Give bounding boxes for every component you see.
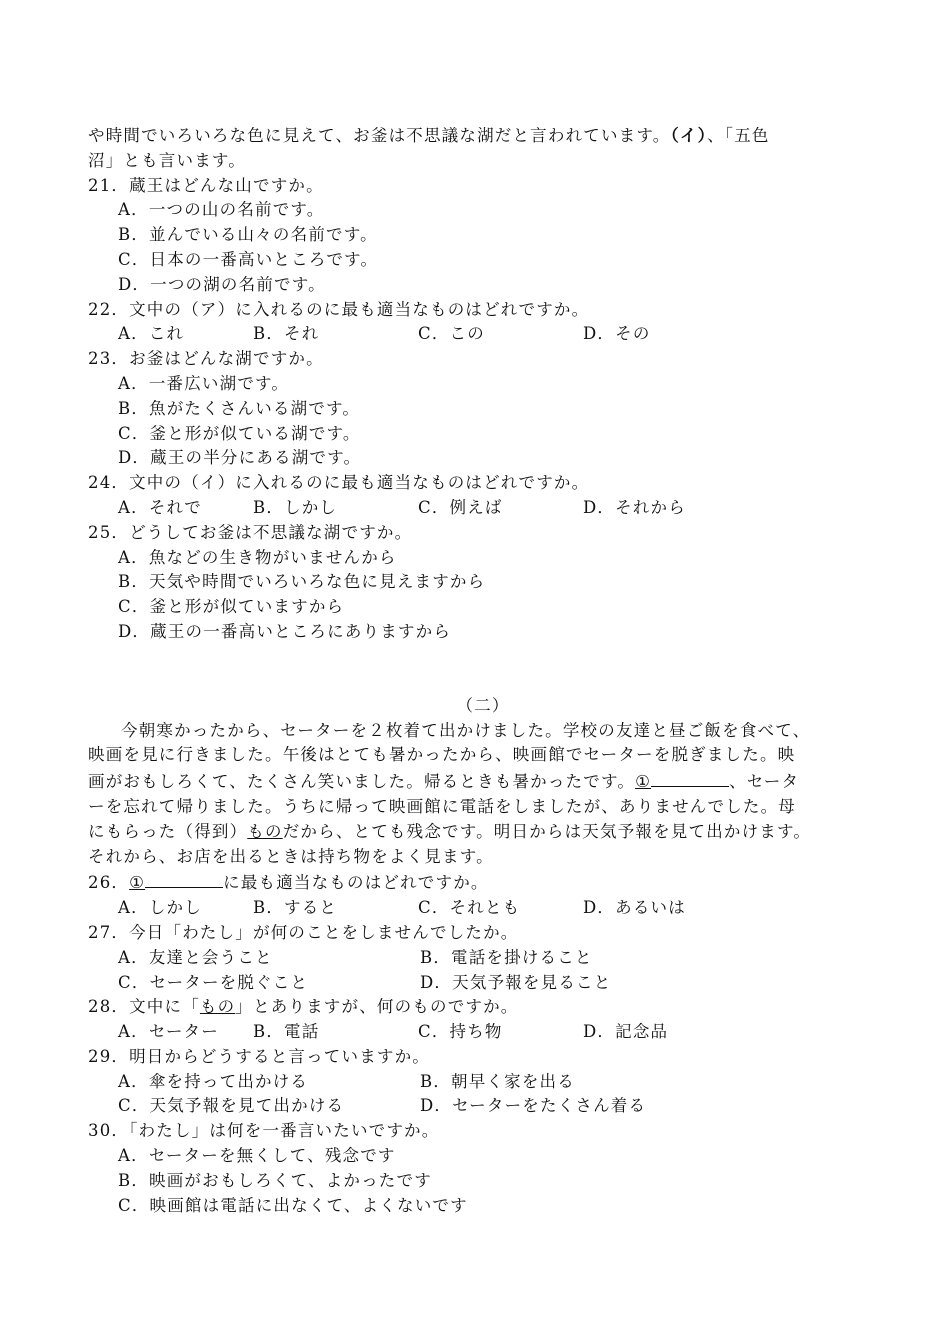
- q24-option-a: A．それで: [118, 497, 202, 517]
- q26-option-b: B．すると: [253, 898, 338, 918]
- question-26-stem: [88, 869, 878, 896]
- q28-option-b: B．電話: [253, 1022, 320, 1042]
- q25-option-a: A．魚などの生き物がいませんから: [118, 547, 397, 567]
- q22-option-d: D．その: [583, 324, 651, 344]
- question-28-stem: [88, 995, 878, 1020]
- q21-option-c: C．日本の一番高いところです。: [118, 249, 379, 269]
- q26-option-c: C．それとも: [418, 898, 521, 918]
- question-24-stem: 24．文中の（イ）に入れるのに最も適当なものはどれですか。: [88, 473, 590, 493]
- q24-options: [88, 496, 878, 521]
- q27-option-c: C．セーターを脱ぐこと: [118, 972, 309, 992]
- blank-line: [145, 869, 223, 888]
- q29-options-row1: [88, 1070, 878, 1095]
- question-text: に最も適当なものはどれですか。: [223, 873, 489, 893]
- q29-option-c: C．天気予報を見て出かける: [118, 1096, 345, 1116]
- question-22-stem: 22．文中の（ア）に入れるのに最も適当なものはどれですか。: [88, 299, 590, 319]
- q23-option-c: C．釜と形が似ている湖です。: [118, 423, 361, 443]
- q30-option-c: C．映画館は電話に出なくて、よくないです: [118, 1195, 468, 1215]
- q24-option-c: C．例えば: [418, 497, 503, 517]
- q27-options-row2: [88, 971, 878, 996]
- q29-options-row2: [88, 1094, 878, 1119]
- q27-options-row1: [88, 946, 878, 971]
- underlined-word: もの: [199, 997, 236, 1017]
- question-number: 26．: [88, 873, 130, 893]
- q24-option-d: D．それから: [583, 497, 686, 517]
- underlined-word: もの: [247, 821, 283, 841]
- passage-line: 映画を見に行きました。午後はとても暑かったから、映画館でセーターを脱ぎました。映: [88, 745, 796, 765]
- q26-option-d: D．あるいは: [583, 898, 686, 918]
- passage-text: 画がおもしろくて、たくさん笑いました。帰るときも暑かったです。: [88, 772, 636, 792]
- passage-text: や時間でいろいろな色に見えて、お釜は不思議な湖だと言われています。: [88, 126, 671, 145]
- question-text: 28．文中に「: [88, 997, 200, 1017]
- q27-option-b: B．電話を掛けること: [420, 947, 593, 967]
- q24-option-b: B．しかし: [253, 497, 338, 517]
- question-29-stem: 29．明日からどうすると言っていますか。: [88, 1046, 430, 1066]
- q29-option-a: A．傘を持って出かける: [118, 1071, 309, 1091]
- passage-line: 今朝寒かったから、セーターを２枚着て出かけました。学校の友達と昼ご飯を食べて、: [121, 720, 811, 740]
- passage-text: にもらった（得到）: [88, 821, 248, 841]
- passage-line: [88, 820, 878, 845]
- question-text: 」とありますが、何のものですか。: [235, 997, 519, 1017]
- q30-option-a: A．セーターを無くして、残念です: [118, 1146, 396, 1166]
- blank-marker-i: （イ）: [670, 126, 708, 145]
- passage-line: [88, 124, 878, 149]
- q22-options: [88, 322, 878, 347]
- question-25-stem: 25．どうしてお釜は不思議な湖ですか。: [88, 522, 413, 542]
- passage-text: だから、とても残念です。明日からは天気予報を見て出かけます。: [282, 821, 812, 841]
- section-spacer: [88, 645, 878, 694]
- passage-line: 沼」とも言います。: [88, 150, 246, 170]
- passage-text: 、セータ: [729, 772, 800, 792]
- passage-line: ーを忘れて帰りました。うちに帰って映画館に電話をしましたが、ありませんでした。母: [88, 796, 796, 816]
- q27-option-d: D．天気予報を見ること: [420, 972, 612, 992]
- question-30-stem: 30．「わたし」は何を一番言いたいですか。: [88, 1121, 440, 1141]
- q28-option-c: C．持ち物: [418, 1022, 503, 1042]
- q23-option-d: D．蔵王の半分にある湖です。: [118, 448, 362, 468]
- blank-1: [129, 869, 223, 896]
- q25-option-c: C．釜と形が似ていますから: [118, 597, 345, 617]
- q29-option-b: B．朝早く家を出る: [420, 1071, 575, 1091]
- q21-option-b: B．並んでいる山々の名前です。: [118, 225, 378, 245]
- blank-line: [651, 768, 729, 787]
- q22-option-c: C．この: [418, 324, 485, 344]
- question-21-stem: 21．蔵王はどんな山ですか。: [88, 175, 324, 195]
- passage-text: 、「五色: [707, 126, 770, 145]
- q29-option-d: D．セーターをたくさん着る: [420, 1096, 647, 1116]
- q21-option-d: D．一つの湖の名前です。: [118, 274, 326, 294]
- passage-line: それから、お店を出るときは持ち物をよく見ます。: [88, 846, 494, 866]
- q28-options: [88, 1020, 878, 1045]
- q27-option-a: A．友達と会うこと: [118, 947, 273, 967]
- q21-option-a: A．一つの山の名前です。: [118, 200, 325, 220]
- q23-option-b: B．魚がたくさんいる湖です。: [118, 398, 361, 418]
- exam-page: [88, 124, 878, 1218]
- q30-option-b: B．映画がおもしろくて、よかったです: [118, 1170, 432, 1190]
- passage-line: [88, 768, 878, 795]
- q22-option-a: A．これ: [118, 324, 185, 344]
- q26-option-a: A．しかし: [118, 898, 202, 918]
- question-27-stem: 27．今日「わたし」が何のことをしませんでしたか。: [88, 922, 519, 942]
- q25-option-b: B．天気や時間でいろいろな色に見えますから: [118, 572, 486, 592]
- blank-number: ①: [129, 873, 146, 893]
- q28-option-d: D．記念品: [583, 1022, 669, 1042]
- blank-1: [635, 768, 729, 795]
- question-23-stem: 23．お釜はどんな湖ですか。: [88, 349, 324, 369]
- q28-option-a: A．セーター: [118, 1022, 219, 1042]
- q22-option-b: B．それ: [253, 324, 320, 344]
- q26-options: [88, 896, 878, 921]
- blank-number: ①: [635, 772, 652, 792]
- q23-option-a: A．一番広い湖です。: [118, 373, 290, 393]
- q25-option-d: D．蔵王の一番高いところにありますから: [118, 621, 452, 641]
- section-heading: （二）: [456, 695, 510, 715]
